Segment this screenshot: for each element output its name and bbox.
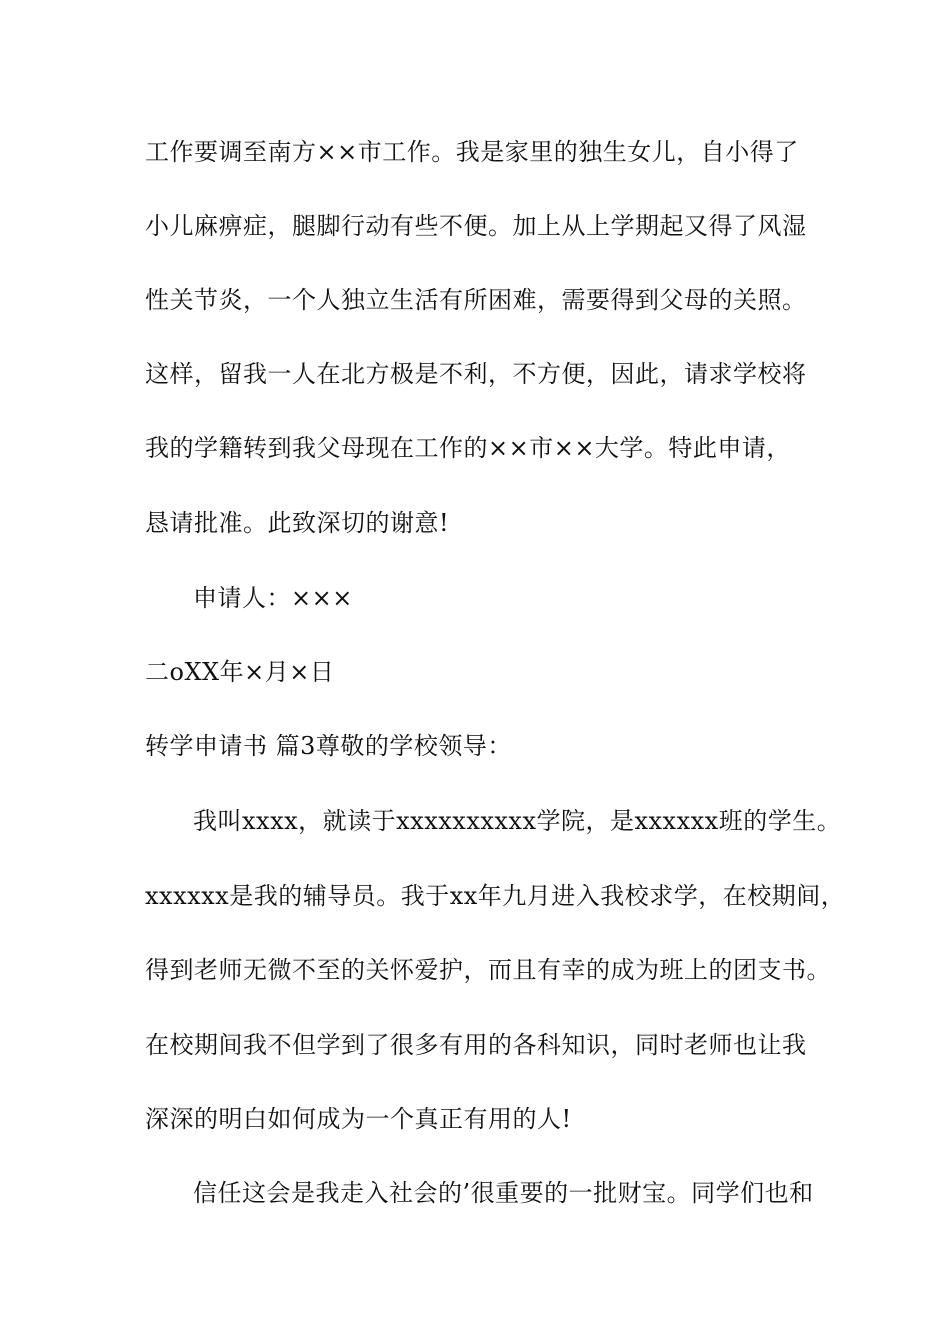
paragraph-line: 这样，留我一人在北方极是不利，不方便，因此，请求学校将 <box>145 360 807 388</box>
paragraph-line: 我叫xxxx，就读于xxxxxxxxxx学院，是xxxxxx班的学生。 <box>193 807 842 835</box>
paragraph-line: 工作要调至南方××市工作。我是家里的独生女儿，自小得了 <box>145 138 799 166</box>
paragraph-line: 在校期间我不但学到了很多有用的各科知识，同时老师也让我 <box>145 1031 807 1059</box>
paragraph-line: 我的学籍转到我父母现在工作的××市××大学。特此申请， <box>145 434 791 462</box>
paragraph-line: 性关节炎，一个人独立生活有所困难，需要得到父母的关照。 <box>145 286 807 314</box>
section-heading: 转学申请书 篇3尊敬的学校领导： <box>145 732 512 760</box>
paragraph-line: 深深的明白如何成为一个真正有用的人! <box>145 1105 572 1133</box>
paragraph-line: xxxxxx是我的辅导员。我于xx年九月进入我校求学，在校期间， <box>145 882 846 910</box>
date-line: 二oXX年×月×日 <box>145 658 335 686</box>
applicant-signature: 申请人：××× <box>193 584 353 612</box>
paragraph-line: 恳请批准。此致深切的谢意! <box>145 509 450 537</box>
paragraph-line: 小儿麻痹症，腿脚行动有些不便。加上从上学期起又得了风湿 <box>145 212 807 240</box>
paragraph-line: 得到老师无微不至的关怀爱护，而且有幸的成为班上的团支书。 <box>145 956 831 984</box>
paragraph-line: 信任这会是我走入社会的’很重要的一批财宝。同学们也和 <box>193 1179 814 1207</box>
